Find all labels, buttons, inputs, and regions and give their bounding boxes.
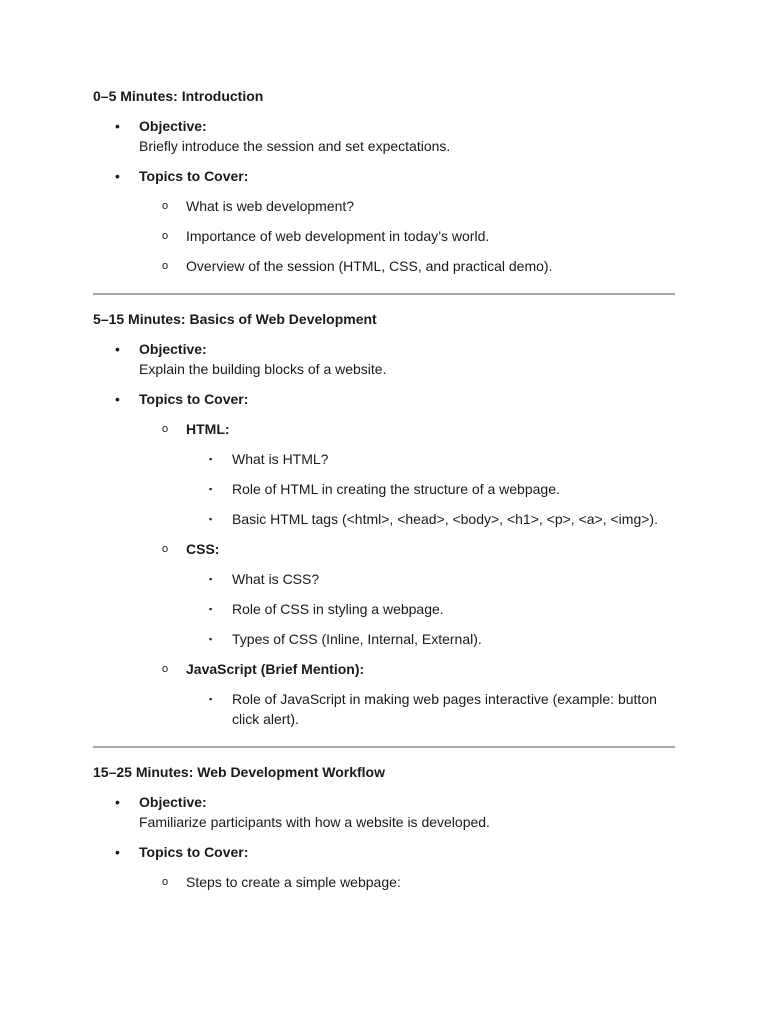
section-title: 0–5 Minutes: Introduction	[93, 88, 264, 104]
circle-bullet-icon: o	[162, 260, 169, 272]
subtopic-text: Basic HTML tags (<html>, <head>, <body>, <h1>, <p>, <a>, <img>).	[232, 511, 658, 527]
section-title: 15–25 Minutes: Web Development Workflow	[93, 764, 385, 780]
square-bullet-icon: ▪	[209, 604, 213, 614]
bullet-icon: •	[115, 168, 120, 184]
subtopic-text: What is HTML?	[232, 451, 329, 467]
bullet-icon: •	[115, 391, 120, 407]
circle-bullet-icon: o	[162, 543, 169, 555]
objective-label: Objective:	[139, 794, 207, 810]
list-item-topics	[93, 389, 675, 409]
subtopic-item	[93, 599, 675, 619]
topic-item-javascript	[93, 659, 675, 679]
subtopic-text: Role of CSS in styling a webpage.	[232, 601, 444, 617]
objective-text: Briefly introduce the session and set expectations.	[139, 138, 451, 154]
topic-label: CSS:	[186, 541, 220, 557]
subtopic-item	[93, 569, 675, 589]
square-bullet-icon: ▪	[209, 454, 213, 464]
section-divider	[93, 746, 675, 748]
objective-text: Explain the building blocks of a website.	[139, 361, 387, 377]
circle-bullet-icon: o	[162, 200, 169, 212]
section-workflow	[93, 762, 675, 892]
topic-text: Importance of web development in today’s world.	[186, 228, 490, 244]
list-item-objective	[93, 116, 675, 156]
subtopic-text: Role of HTML in creating the structure of a webpage.	[232, 481, 560, 497]
square-bullet-icon: ▪	[209, 634, 213, 644]
topic-item	[93, 196, 675, 216]
bullet-icon: •	[115, 118, 120, 134]
list-item-topics	[93, 166, 675, 186]
topic-label: JavaScript (Brief Mention):	[186, 661, 365, 677]
topic-item	[93, 226, 675, 246]
bullet-icon: •	[115, 844, 120, 860]
document-page	[93, 86, 675, 892]
section-divider	[93, 293, 675, 295]
subtopic-text: Role of JavaScript in making web pages interactive (example: button click alert).	[232, 691, 657, 727]
topic-item	[93, 256, 675, 276]
objective-text: Familiarize participants with how a website is developed.	[139, 814, 490, 830]
bullet-icon: •	[115, 794, 120, 810]
section-basics	[93, 309, 675, 729]
topics-label: Topics to Cover:	[139, 844, 249, 860]
circle-bullet-icon: o	[162, 423, 169, 435]
topic-text: Steps to create a simple webpage:	[186, 874, 401, 890]
objective-label: Objective:	[139, 341, 207, 357]
subtopic-text: What is CSS?	[232, 571, 320, 587]
topic-item-css	[93, 539, 675, 559]
topic-item	[93, 872, 675, 892]
topic-item-html	[93, 419, 675, 439]
list-item-topics	[93, 842, 675, 862]
topic-text: What is web development?	[186, 198, 355, 214]
square-bullet-icon: ▪	[209, 484, 213, 494]
list-item-objective	[93, 339, 675, 379]
section-introduction	[93, 86, 675, 276]
topics-label: Topics to Cover:	[139, 168, 249, 184]
circle-bullet-icon: o	[162, 876, 169, 888]
subtopic-item	[93, 689, 675, 729]
subtopic-item	[93, 449, 675, 469]
topics-label: Topics to Cover:	[139, 391, 249, 407]
topic-text: Overview of the session (HTML, CSS, and practical demo).	[186, 258, 553, 274]
bullet-icon: •	[115, 341, 120, 357]
subtopic-item	[93, 509, 675, 529]
circle-bullet-icon: o	[162, 230, 169, 242]
topic-label: HTML:	[186, 421, 230, 437]
square-bullet-icon: ▪	[209, 694, 213, 704]
circle-bullet-icon: o	[162, 663, 169, 675]
objective-label: Objective:	[139, 118, 207, 134]
subtopic-item	[93, 629, 675, 649]
square-bullet-icon: ▪	[209, 574, 213, 584]
list-item-objective	[93, 792, 675, 832]
subtopic-item	[93, 479, 675, 499]
subtopic-text: Types of CSS (Inline, Internal, External).	[232, 631, 482, 647]
section-title: 5–15 Minutes: Basics of Web Development	[93, 311, 377, 327]
square-bullet-icon: ▪	[209, 514, 213, 524]
